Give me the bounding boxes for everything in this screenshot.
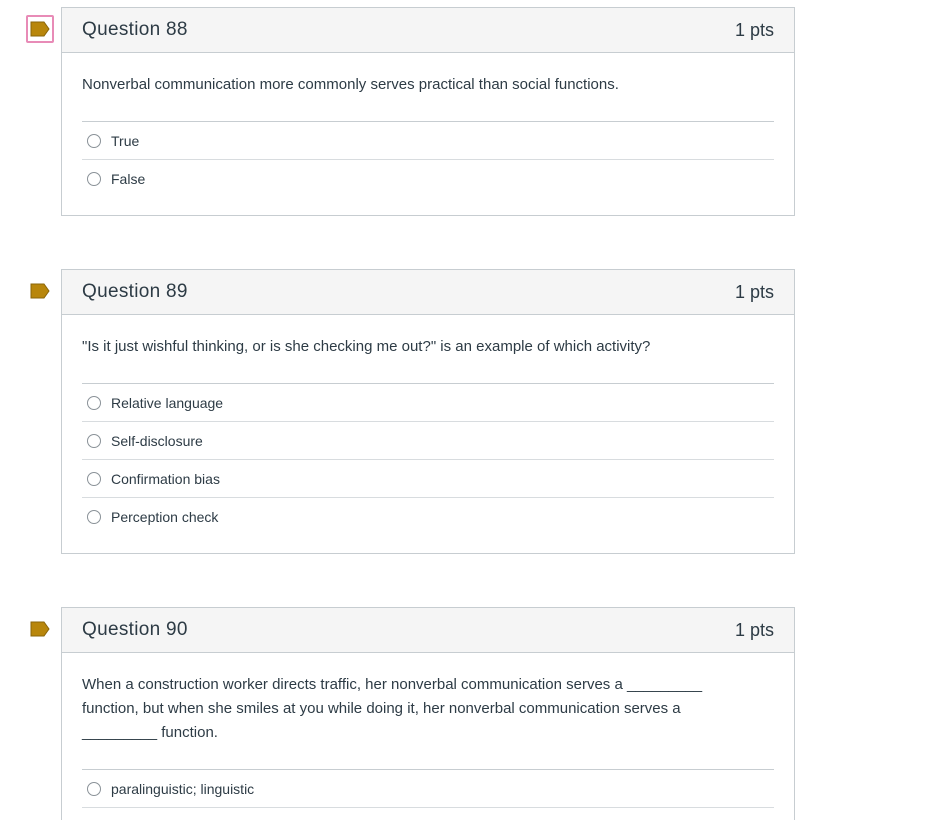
answer-label: Perception check: [111, 508, 219, 525]
question-card-89: [61, 269, 795, 554]
radio-button[interactable]: [87, 172, 101, 186]
answer-list: [82, 383, 774, 535]
flag-question-90-icon[interactable]: [28, 617, 52, 641]
answer-list: [82, 121, 774, 197]
answer-label: Confirmation bias: [111, 470, 220, 487]
flag-question-88-icon[interactable]: [26, 15, 54, 43]
answer-option[interactable]: [82, 122, 774, 160]
radio-button[interactable]: [87, 510, 101, 524]
answer-option[interactable]: [82, 422, 774, 460]
question-text: Nonverbal communication more commonly serves practical than social functions.: [82, 76, 619, 93]
radio-button[interactable]: [87, 396, 101, 410]
question-card-88: [61, 7, 795, 216]
answer-option[interactable]: [82, 460, 774, 498]
question-body: [62, 653, 794, 820]
question-text: When a construction worker directs traffic, her nonverbal communication serves a _________ function, but when she smiles at you while doing it, her nonverbal communication serves a _________ function.: [82, 676, 703, 741]
answer-label: Self-disclosure: [111, 432, 203, 449]
flag-question-89-icon[interactable]: [28, 279, 52, 303]
answer-label: paralinguistic; linguistic: [111, 780, 255, 797]
question-card-90: [61, 607, 795, 820]
question-title: Question 89: [82, 281, 188, 302]
answer-option[interactable]: [82, 770, 774, 808]
question-points: 1 pts: [734, 19, 774, 40]
answer-option[interactable]: [82, 498, 774, 535]
question-title: Question 90: [82, 619, 188, 640]
question-text: "Is it just wishful thinking, or is she checking me out?" is an example of which activity?: [82, 338, 651, 355]
radio-button[interactable]: [87, 434, 101, 448]
radio-button[interactable]: [87, 782, 101, 796]
question-header: [62, 8, 794, 53]
answer-option[interactable]: [82, 160, 774, 197]
answer-list: [82, 769, 774, 808]
answer-option[interactable]: [82, 384, 774, 422]
answer-label: True: [111, 132, 140, 149]
question-body: [62, 53, 794, 215]
question-points: 1 pts: [734, 281, 774, 302]
question-title: Question 88: [82, 19, 188, 40]
answer-label: Relative language: [111, 394, 224, 411]
radio-button[interactable]: [87, 472, 101, 486]
question-header: [62, 608, 794, 653]
question-body: [62, 315, 794, 553]
question-header: [62, 270, 794, 315]
answer-label: False: [111, 170, 146, 187]
radio-button[interactable]: [87, 134, 101, 148]
question-points: 1 pts: [734, 619, 774, 640]
